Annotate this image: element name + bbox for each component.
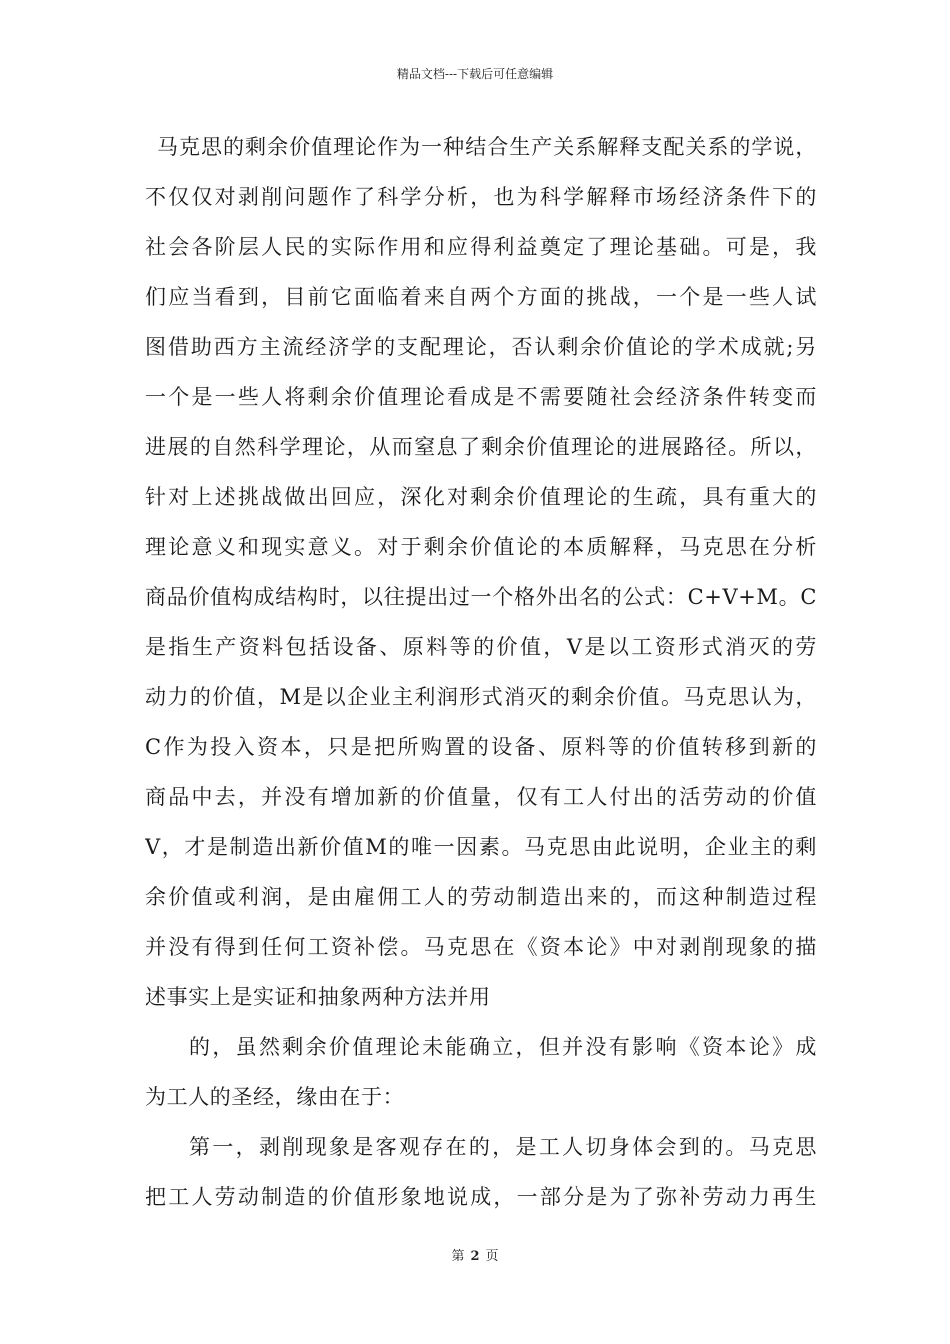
text-line: 余价值或利润，是由雇佣工人的劳动制造出来的，而这种制造过程 (145, 885, 817, 909)
text-line: 一个是一些人将剩余价值理论看成是不需要随社会经济条件转变而 (145, 385, 817, 409)
text-line: 马克思的剩余价值理论作为一种结合生产关系解释支配关系的学说， (157, 135, 817, 159)
document-body (145, 127, 817, 1227)
text-line: 们应当看到，目前它面临着来自两个方面的挑战，一个是一些人试 (145, 285, 817, 309)
text-line: 针对上述挑战做出回应，深化对剩余价值理论的生疏，具有重大的 (145, 485, 817, 509)
text-line: V，才是制造出新价值M的唯一因素。马克思由此说明，企业主的剩 (145, 835, 817, 859)
text-line: 第一，剥削现象是客观存在的，是工人切身体会到的。马克思 (189, 1135, 817, 1159)
text-line: 是指生产资料包括设备、原料等的价值，V是以工资形式消灭的劳 (145, 635, 817, 659)
text-line: 并没有得到任何工资补偿。马克思在《资本论》中对剥削现象的描 (145, 935, 817, 959)
page-label-prefix: 第 (451, 1249, 465, 1264)
text-line: 把工人劳动制造的价值形象地说成，一部分是为了弥补劳动力再生 (145, 1185, 817, 1209)
text-line: 商品中去，并没有增加新的价值量，仅有工人付出的活劳动的价值 (145, 785, 817, 809)
text-line: 为工人的圣经，缘由在于： (145, 1085, 405, 1109)
page-label-suffix: 页 (485, 1249, 499, 1264)
text-line: 商品价值构成结构时，以往提出过一个格外出名的公式：C+V+M。C (145, 585, 817, 609)
text-line: 社会各阶层人民的实际作用和应得利益奠定了理论基础。可是，我 (145, 235, 817, 259)
page-footer (0, 1248, 950, 1266)
page-header: 精品文档---下载后可任意编辑 (396, 67, 554, 81)
text-line: 图借助西方主流经济学的支配理论，否认剩余价值论的学术成就;另 (145, 335, 817, 359)
text-line: 动力的价值，M是以企业主利润形式消灭的剩余价值。马克思认为， (145, 685, 817, 709)
text-line: 述事实上是实证和抽象两种方法并用 (145, 985, 491, 1009)
page-number: 2 (470, 1249, 480, 1264)
text-line: C作为投入资本，只是把所购置的设备、原料等的价值转移到新的 (145, 735, 817, 759)
text-line: 理论意义和现实意义。对于剩余价值论的本质解释，马克思在分析 (145, 535, 817, 559)
text-line: 进展的自然科学理论，从而窒息了剩余价值理论的进展路径。所以， (145, 435, 817, 459)
text-line: 不仅仅对剥削问题作了科学分析，也为科学解释市场经济条件下的 (145, 185, 817, 209)
text-line: 的，虽然剩余价值理论未能确立，但并没有影响《资本论》成 (189, 1035, 817, 1059)
